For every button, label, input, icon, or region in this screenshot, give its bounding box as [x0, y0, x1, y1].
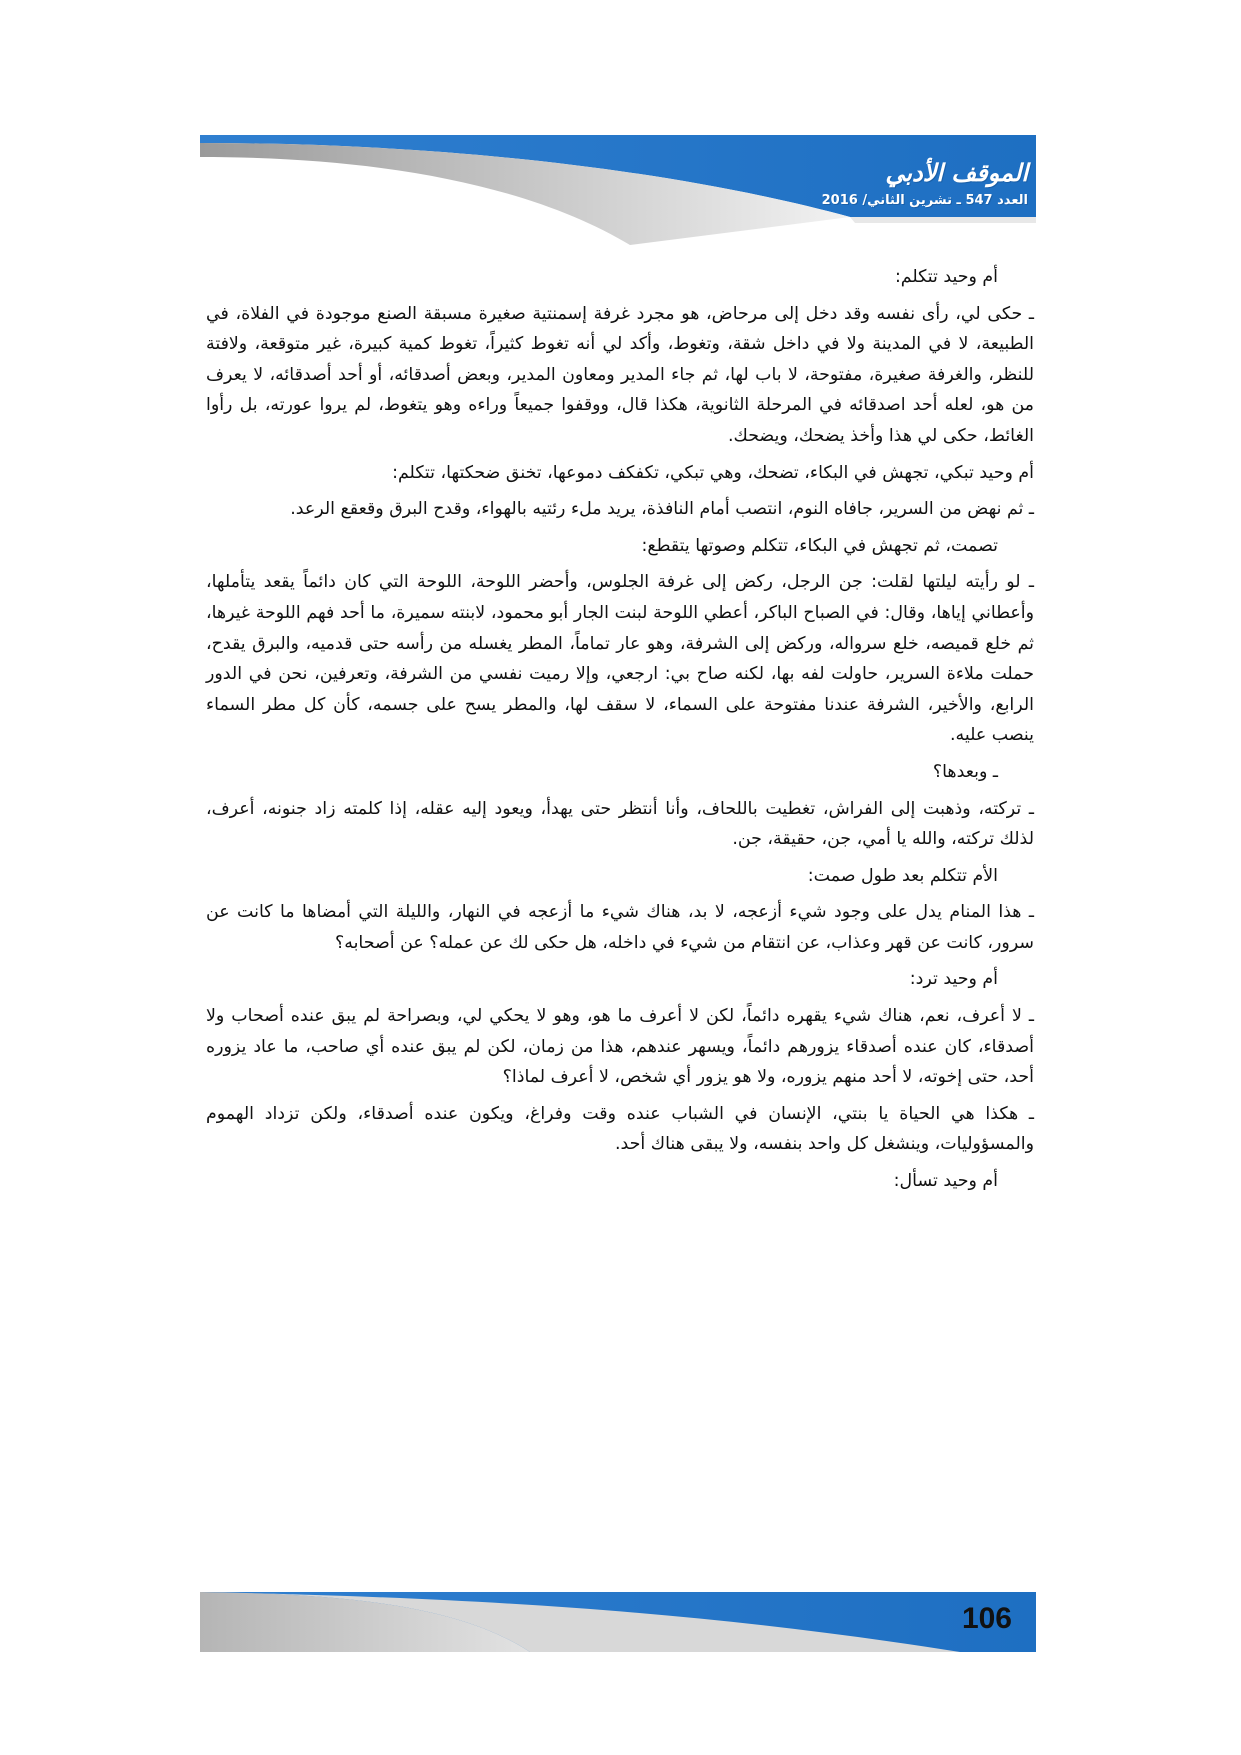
paragraph: ـ هكذا هي الحياة يا بنتي، الإنسان في الشباب عنده وقت وفراغ، ويكون عنده أصدقاء، ولكن تزداد الهموم والمسؤوليات، وينشغل كل واحد بنفسه، ولا يبقى هناك أحد.	[206, 1103, 1034, 1155]
header-swoosh-graphic	[200, 135, 1036, 245]
paragraph: أم وحيد تبكي، تجهش في البكاء، تضحك، وهي تبكي، تكفكف دموعها، تخنق ضحكتها، تتكلم:	[392, 462, 1034, 483]
paragraph: ـ لو رأيته ليلتها لقلت: جن الرجل، ركض إلى غرفة الجلوس، وأحضر اللوحة، اللوحة التي كان دائماً يقعد يتأملها، وأعطاني إياها، وقال: في الصباح الباكر، أعطي اللوحة لبنت الجار أبو محمود، لابنته سميرة، ما أحد فهم اللوحة غيرها، ثم خلع قميصه، خلع سرواله، وركض إلى الشرفة، وهو عار تماماً، المطر يغسله من رأسه حتى قدميه، والبرق يقدح، حملت ملاءة السرير، حاولت لفه بها، لكنه صاح بي: ارجعي، وإلا رميت نفسي من الشرفة، وتعرفين، نحن في الدور الرابع، والأخير، الشرفة عندنا مفتوحة على السماء، لا سقف لها، والمطر يسح على جسمه، كأن كل مطر السماء ينصب عليه.	[206, 572, 1034, 746]
paragraph: أم وحيد تسأل:	[893, 1171, 998, 1192]
issue-line: العدد 547 ـ تشرين الثاني/ 2016	[821, 193, 1028, 208]
paragraph: أم وحيد ترد:	[909, 969, 998, 990]
paragraph: ـ لا أعرف، نعم، هناك شيء يقهره دائماً، لكن لا أعرف ما هو، وهو لا يحكي لي، وبصراحة لم يبق عنده أصحاب ولا أصدقاء، كان عنده أصدقاء يزورهم دائماً، ويسهر عندهم، هذا من زمان، لكن لم يبق عنده أي صاحب، ما عاد يزوره أحد، حتى إخوته، لا أحد منهم يزوره، ولا هو يزور أي شخص، لا أعرف لماذا؟	[206, 1006, 1034, 1088]
page-header	[200, 135, 1036, 245]
paragraph: أم وحيد تتكلم:	[894, 267, 998, 287]
paragraph: ـ تركته، وذهبت إلى الفراش، تغطيت باللحاف، وأنا أنتظر حتى يهدأ، ويعود إليه عقله، إذا كلمته زاد جنونه، أعرف، لذلك تركته، والله يا أمي، جن، حقيقة، جن.	[206, 798, 1034, 850]
page-footer	[200, 1592, 1036, 1652]
page-number: 106	[961, 1602, 1012, 1635]
paragraph: الأم تتكلم بعد طول صمت:	[807, 865, 998, 886]
paragraph: ـ ثم نهض من السرير، جافاه النوم، انتصب أمام النافذة، يريد ملء رئتيه بالهواء، وقدح البرق وقعقع الرعد.	[290, 499, 1034, 520]
article-body	[206, 262, 1034, 1203]
paragraph: ـ حكى لي، رأى نفسه وقد دخل إلى مرحاض، هو مجرد غرفة إسمنتية صغيرة مسبقة الصنع موجودة في الفلاة، في الطبيعة، لا في المدينة ولا في داخل شقة، وتغوط، وأكد لي أنه تغوط كثيراً، تغوط كمية كبيرة، غير متوقعة، ولافتة للنظر، والغرفة صغيرة، مفتوحة، لا باب لها، ثم جاء المدير ومعاون المدير، وبعض أصدقائه، أو أحد أصدقائه، لا يعرف من هو، لعله أحد اصدقائه في المرحلة الثانوية، هكذا قال، ووقفوا جميعاً وراءه وهو يتغوط، لم يروا عورته، بل رأوا الغائط، حكى لي هذا وأخذ يضحك، ويضحك.	[206, 303, 1034, 446]
footer-swoosh-graphic	[200, 1592, 1036, 1652]
magazine-logo: الموقف الأدبي	[885, 159, 1028, 187]
paragraph: تصمت، ثم تجهش في البكاء، تتكلم وصوتها يتقطع:	[641, 535, 998, 556]
paragraph: ـ وبعدها؟	[932, 761, 998, 782]
paragraph: ـ هذا المنام يدل على وجود شيء أزعجه، لا بد، هناك شيء ما أزعجه في النهار، والليلة التي أمضاها ما كانت عن سرور، كانت عن قهر وعذاب، عن انتقام من شيء في داخله، هل حكى لك عن عمله؟ عن أصحابه؟	[206, 902, 1034, 953]
